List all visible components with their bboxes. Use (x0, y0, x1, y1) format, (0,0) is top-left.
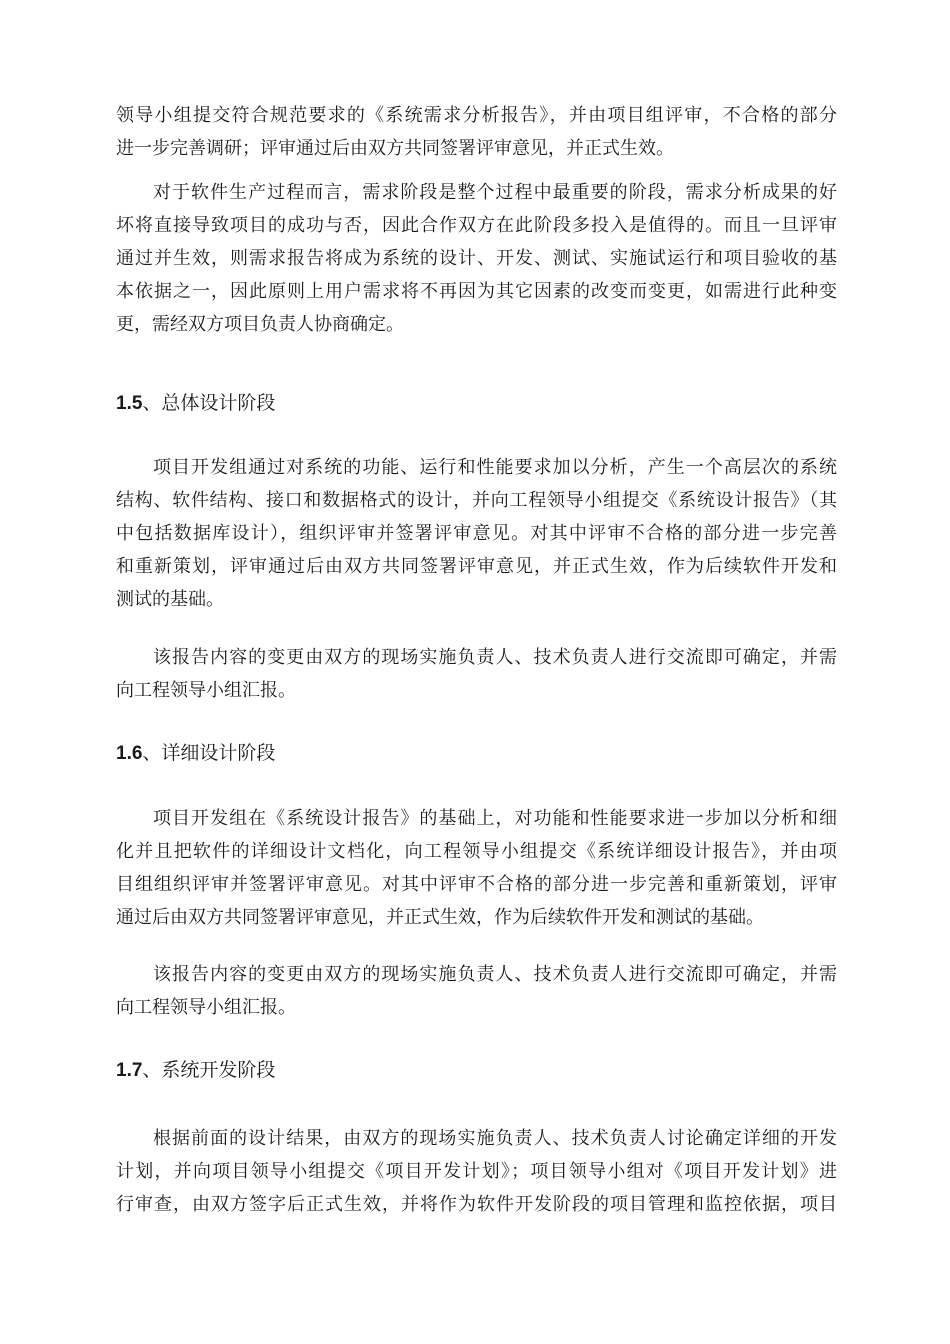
paragraph (116, 1122, 837, 1221)
paragraph (116, 99, 837, 165)
text-line: 坏将直接导致项目的成功与否，因此合作双方在此阶段多投入是值得的。而且一旦评审 (116, 215, 837, 236)
text-line: 通过并生效，则需求报告将成为系统的设计、开发、测试、实施试运行和项目验收的基 (116, 248, 837, 269)
text-line: 化并且把软件的详细设计文档化，向工程领导小组提交《系统详细设计报告》，并由项 (116, 841, 837, 862)
text-line: 结构、软件结构、接口和数据格式的设计，并向工程领导小组提交《系统设计报告》（其 (116, 490, 837, 511)
paragraph (116, 176, 837, 341)
text-line: 目组组织评审并签署评审意见。对其中评审不合格的部分进一步完善和重新策划，评审 (116, 874, 837, 895)
text-line: 行审查，由双方签字后正式生效，并将作为软件开发阶段的项目管理和监控依据，项目 (116, 1194, 837, 1215)
paragraph (116, 451, 837, 616)
paragraph (116, 958, 837, 1024)
text-line: 和重新策划，评审通过后由双方共同签署评审意见，并正式生效，作为后续软件开发和 (116, 556, 837, 577)
section-number: 1.7 (116, 1060, 143, 1081)
section-heading (116, 1056, 275, 1085)
text-line: 更，需经双方项目负责人协商确定。 (116, 314, 404, 335)
section-heading (116, 389, 275, 418)
text-line: 中包括数据库设计），组织评审并签署评审意见。对其中评审不合格的部分进一步完善 (116, 523, 837, 544)
text-line: 计划，并向项目领导小组提交《项目开发计划》；项目领导小组对《项目开发计划》进 (116, 1161, 837, 1182)
section-title: 、总体设计阶段 (142, 392, 276, 414)
section-title: 、详细设计阶段 (142, 742, 276, 764)
section-heading (116, 739, 275, 768)
text-line: 对于软件生产过程而言，需求阶段是整个过程中最重要的阶段，需求分析成果的好 (153, 182, 837, 203)
text-line: 本依据之一，因此原则上用户需求将不再因为其它因素的改变而变更，如需进行此种变 (116, 281, 837, 302)
text-line: 该报告内容的变更由双方的现场实施负责人、技术负责人进行交流即可确定，并需 (153, 647, 837, 668)
text-line: 向工程领导小组汇报。 (116, 680, 296, 701)
text-line: 项目开发组在《系统设计报告》的基础上，对功能和性能要求进一步加以分析和细 (153, 808, 837, 829)
text-line: 通过后由双方共同签署评审意见，并正式生效，作为后续软件开发和测试的基础。 (116, 907, 764, 928)
text-line: 进一步完善调研；评审通过后由双方共同签署评审意见，并正式生效。 (116, 138, 674, 159)
section-number: 1.6 (116, 743, 143, 764)
text-line: 项目开发组通过对系统的功能、运行和性能要求加以分析，产生一个高层次的系统 (153, 457, 837, 478)
text-line: 测试的基础。 (116, 589, 224, 610)
section-title: 、系统开发阶段 (142, 1059, 276, 1081)
section-number: 1.5 (116, 393, 143, 414)
paragraph (116, 802, 837, 934)
paragraph (116, 641, 837, 707)
text-line: 向工程领导小组汇报。 (116, 997, 296, 1018)
text-line: 领导小组提交符合规范要求的《系统需求分析报告》，并由项目组评审，不合格的部分 (116, 105, 837, 126)
text-line: 该报告内容的变更由双方的现场实施负责人、技术负责人进行交流即可确定，并需 (153, 964, 837, 985)
text-line: 根据前面的设计结果，由双方的现场实施负责人、技术负责人讨论确定详细的开发 (153, 1128, 837, 1149)
